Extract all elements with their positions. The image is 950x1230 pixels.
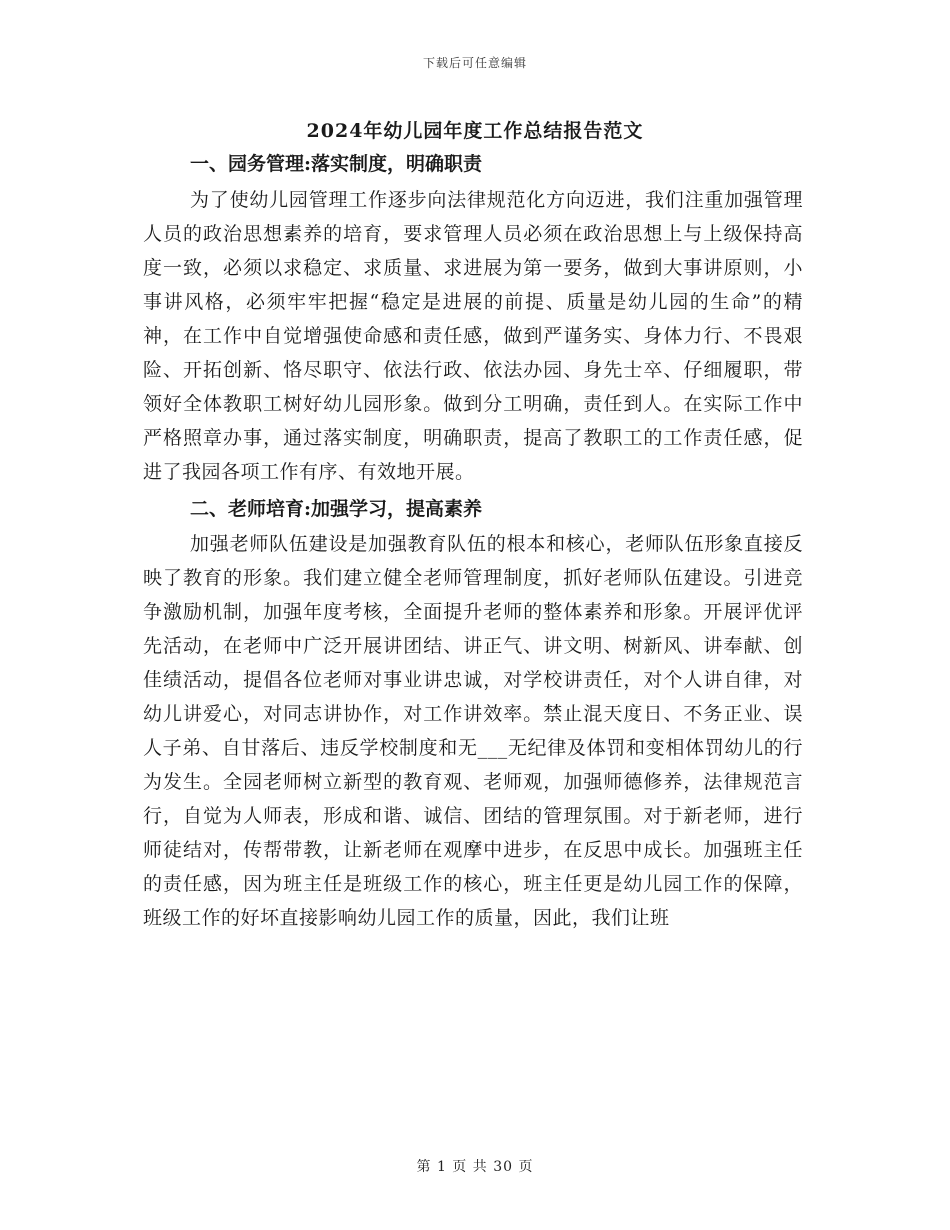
- section-paragraph-1: 为了使幼儿园管理工作逐步向法律规范化方向迈进，我们注重加强管理人员的政治思想素养的培育，要求管理人员必须在政治思想上与上级保持高度一致，必须以求稳定、求质量、求进展为第一要务，做到大事讲原则，小事讲风格，必须牢牢把握“稳定是进展的前提、质量是幼儿园的生命”的精神，在工作中自觉增强使命感和责任感，做到严谨务实、身体力行、不畏艰险、开拓创新、恪尽职守、依法行政、依法办园、身先士卒、仔细履职，带领好全体教职工树好幼儿园形象。做到分工明确，责任到人。在实际工作中严格照章办事，通过落实制度，明确职责，提高了教职工的工作责任感，促进了我园各项工作有序、有效地开展。: [143, 189, 803, 483]
- page-number: 第 1 页 共 30 页: [416, 1159, 534, 1175]
- section-heading-1: 一、园务管理:落实制度，明确职责: [190, 153, 483, 175]
- header-note: 下载后可任意编辑: [422, 56, 527, 70]
- document-title: 2024年幼儿园年度工作总结报告范文: [306, 120, 644, 142]
- section-heading-2: 二、老师培育:加强学习，提高素养: [190, 498, 483, 520]
- document-body: [143, 148, 803, 935]
- section-paragraph-2: 加强老师队伍建设是加强教育队伍的根本和核心，老师队伍形象直接反映了教育的形象。我们建立健全老师管理制度，抓好老师队伍建设。引进竞争激励机制，加强年度考核，全面提升老师的整体素养和形象。开展评优评先活动，在老师中广泛开展讲团结、讲正气、讲文明、树新风、讲奉献、创佳绩活动，提倡各位老师对事业讲忠诚，对学校讲责任，对个人讲自律，对幼儿讲爱心，对同志讲协作，对工作讲效率。禁止混天度日、不务正业、误人子弟、自甘落后、违反学校制度和无___无纪律及体罚和变相体罚幼儿的行为发生。全园老师树立新型的教育观、老师观，加强师德修养，法律规范言行，自觉为人师表，形成和谐、诚信、团结的管理氛围。对于新老师，进行师徒结对，传帮带教，让新老师在观摩中进步，在反思中成长。加强班主任的责任感，因为班主任是班级工作的核心，班主任更是幼儿园工作的保障，班级工作的好坏直接影响幼儿园工作的质量，因此，我们让班: [143, 533, 803, 929]
